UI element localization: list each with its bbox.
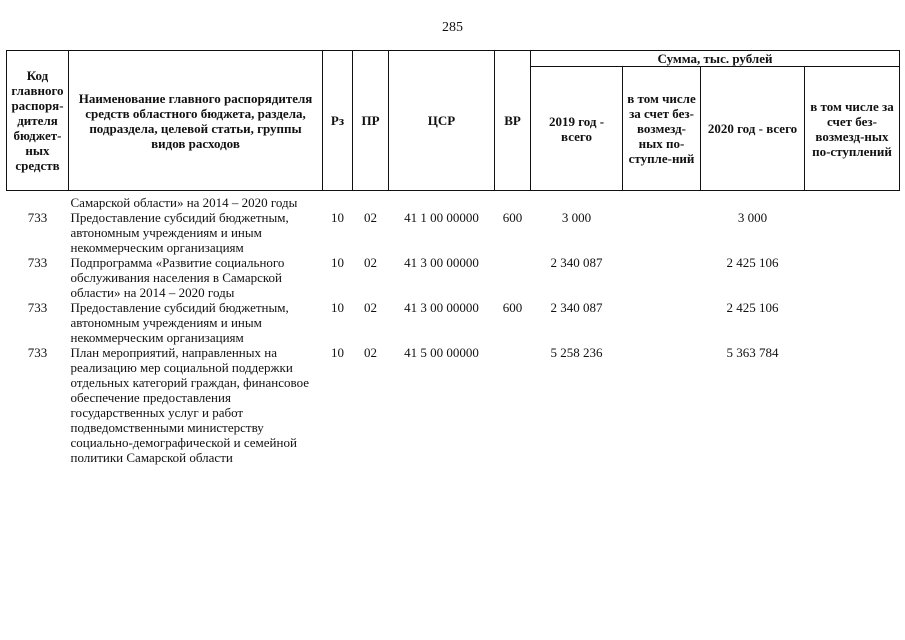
row-2019-total: 2 340 087	[550, 255, 603, 270]
row-csr: 41 5 00 00000	[404, 345, 479, 360]
row-2020-grants	[805, 345, 900, 465]
row-2020-total: 5 363 784	[726, 345, 779, 360]
continuation-name: Самарской области» на 2014 – 2020 годы	[70, 195, 298, 210]
row-rz: 10	[331, 210, 344, 225]
row-2019-grants	[623, 345, 701, 465]
row-code: 733	[27, 210, 48, 225]
row-2019-total: 2 340 087	[550, 300, 603, 315]
row-2020-total: 3 000	[737, 210, 768, 225]
row-vr: 600	[502, 210, 523, 225]
row-rz: 10	[331, 255, 344, 270]
row-pr: 02	[364, 300, 377, 315]
header-2019-grants: в том числе за счет без-возмезд-ных по-ступле-ний	[623, 67, 701, 191]
row-pr: 02	[364, 255, 377, 270]
header-2019-total: 2019 год - всего	[531, 67, 623, 191]
table-row	[7, 210, 900, 255]
row-2020-total: 2 425 106	[726, 255, 779, 270]
row-name: Предоставление субсидий бюджетным, автономным учреждениям и иным некоммерческим организациям	[70, 210, 289, 255]
row-pr: 02	[364, 210, 377, 225]
row-rz: 10	[331, 345, 344, 360]
row-vr: 600	[502, 300, 523, 315]
header-2020-total: 2020 год - всего	[701, 67, 805, 191]
row-pr: 02	[364, 345, 377, 360]
table-row	[7, 255, 900, 300]
row-code: 733	[27, 255, 48, 270]
row-2020-grants	[805, 300, 900, 345]
header-vr: ВР	[495, 51, 531, 191]
row-2020-total: 2 425 106	[726, 300, 779, 315]
row-2020-grants	[805, 255, 900, 300]
row-csr: 41 1 00 00000	[404, 210, 479, 225]
row-csr: 41 3 00 00000	[404, 300, 479, 315]
table-row	[7, 300, 900, 345]
header-2020-grants: в том числе за счет без-возмезд-ных по-ступлений	[805, 67, 900, 191]
row-name: План мероприятий, направленных на реализацию мер социальной поддержки отдельных категорий граждан, финансовое обеспечение предоставления государственных услуг и работ подведомственными министерству социально-демографической и семейной политики Самарской области	[70, 345, 309, 465]
row-2019-grants	[623, 255, 701, 300]
row-vr	[495, 345, 531, 465]
row-2019-grants	[623, 210, 701, 255]
page-number: 285	[442, 20, 463, 35]
row-2019-total: 5 258 236	[550, 345, 603, 360]
header-csr: ЦСР	[389, 51, 495, 191]
row-name: Предоставление субсидий бюджетным, автономным учреждениям и иным некоммерческим организациям	[70, 300, 289, 345]
header-name: Наименование главного распорядителя средств областного бюджета, раздела, подраздела, целевой статьи, группы видов расходов	[69, 51, 323, 191]
header-pr: ПР	[353, 51, 389, 191]
row-code: 733	[27, 300, 48, 315]
row-vr	[495, 255, 531, 300]
continuation-row	[7, 191, 900, 211]
row-rz: 10	[331, 300, 344, 315]
row-2019-total: 3 000	[561, 210, 592, 225]
budget-table	[6, 50, 900, 465]
row-code: 733	[27, 345, 48, 360]
header-rz: Рз	[323, 51, 353, 191]
table-row	[7, 345, 900, 465]
row-name: Подпрограмма «Развитие социального обслуживания населения в Самарской области» на 2014 – 2020 годы	[70, 255, 285, 300]
row-2020-grants	[805, 210, 900, 255]
header-sum-group: Сумма, тыс. рублей	[531, 51, 900, 67]
row-csr: 41 3 00 00000	[404, 255, 479, 270]
row-2019-grants	[623, 300, 701, 345]
header-code: Код главного распоря-дителя бюджет-ных средств	[7, 51, 69, 191]
